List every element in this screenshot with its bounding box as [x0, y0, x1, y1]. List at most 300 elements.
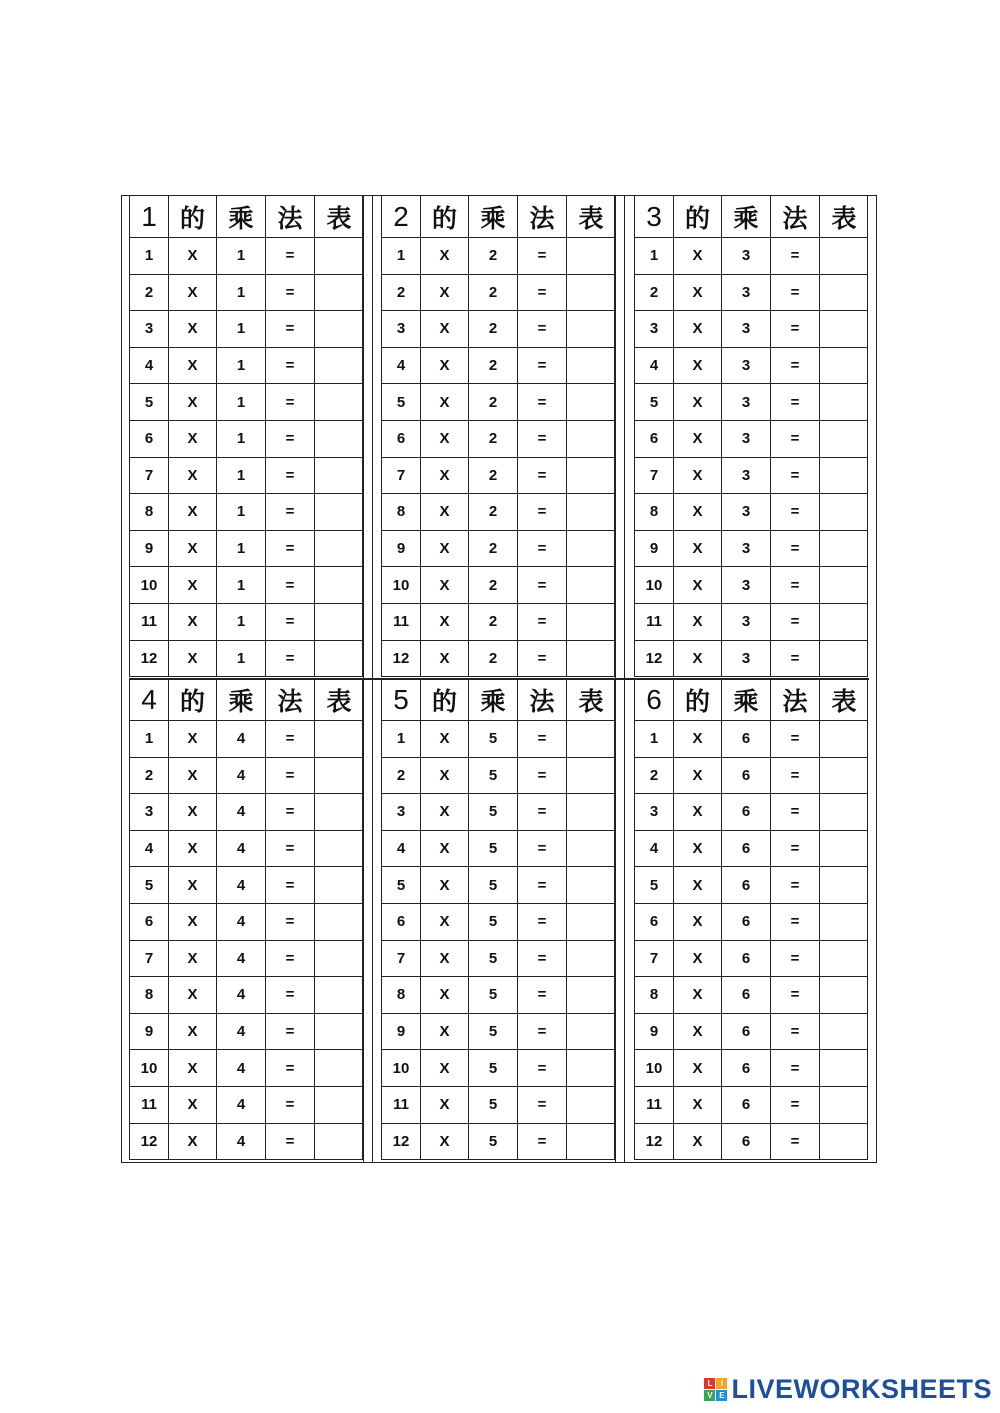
answer-box[interactable] — [567, 421, 615, 458]
answer-box[interactable] — [820, 1124, 868, 1161]
multiplier: 9 — [382, 1014, 421, 1051]
multiplier: 6 — [635, 421, 674, 458]
multiplier: 9 — [635, 1014, 674, 1051]
answer-box[interactable] — [820, 384, 868, 421]
answer-box[interactable] — [315, 721, 363, 758]
times-sign: X — [169, 311, 217, 348]
answer-box[interactable] — [567, 567, 615, 604]
times-sign: X — [169, 567, 217, 604]
multiplier: 2 — [382, 758, 421, 795]
answer-box[interactable] — [315, 1050, 363, 1087]
multiplicand: 2 — [469, 567, 518, 604]
multiplicand: 2 — [469, 641, 518, 678]
answer-box[interactable] — [567, 831, 615, 868]
answer-box[interactable] — [315, 604, 363, 641]
multiplicand: 6 — [722, 721, 771, 758]
equals-sign: = — [518, 384, 567, 421]
answer-box[interactable] — [820, 1014, 868, 1051]
times-sign: X — [169, 867, 217, 904]
multiplier: 7 — [382, 941, 421, 978]
multiplier: 11 — [130, 604, 169, 641]
multiplier: 10 — [635, 1050, 674, 1087]
multiplicand: 4 — [217, 1087, 266, 1124]
multiplicand: 2 — [469, 421, 518, 458]
answer-box[interactable] — [567, 311, 615, 348]
times-sign: X — [421, 941, 469, 978]
multiplier: 10 — [635, 567, 674, 604]
answer-box[interactable] — [820, 1087, 868, 1124]
times-sign: X — [674, 348, 722, 385]
multiplier: 5 — [382, 384, 421, 421]
multiplicand: 1 — [217, 348, 266, 385]
multiplier: 3 — [635, 794, 674, 831]
multiplicand: 3 — [722, 311, 771, 348]
equals-sign: = — [771, 867, 820, 904]
multiplication-table-4 — [129, 679, 363, 1160]
table-title-char: 法 — [771, 196, 820, 238]
multiplicand: 4 — [217, 831, 266, 868]
multiplicand: 6 — [722, 1124, 771, 1161]
times-sign: X — [674, 494, 722, 531]
multiplicand: 4 — [217, 977, 266, 1014]
answer-box[interactable] — [315, 238, 363, 275]
multiplier: 11 — [382, 604, 421, 641]
table-number: 4 — [130, 679, 169, 721]
multiplicand: 4 — [217, 941, 266, 978]
answer-box[interactable] — [567, 641, 615, 678]
table-title-char: 乘 — [722, 679, 771, 721]
multiplier: 6 — [382, 421, 421, 458]
table-title-char: 表 — [567, 679, 615, 721]
multiplier: 2 — [130, 275, 169, 312]
answer-box[interactable] — [820, 721, 868, 758]
equals-sign: = — [518, 567, 567, 604]
answer-box[interactable] — [315, 904, 363, 941]
equals-sign: = — [518, 1124, 567, 1161]
answer-box[interactable] — [567, 977, 615, 1014]
answer-box[interactable] — [567, 531, 615, 568]
table-title-char: 表 — [567, 196, 615, 238]
equals-sign: = — [771, 421, 820, 458]
answer-box[interactable] — [820, 1050, 868, 1087]
multiplicand: 4 — [217, 904, 266, 941]
equals-sign: = — [518, 641, 567, 678]
times-sign: X — [421, 977, 469, 1014]
times-sign: X — [674, 794, 722, 831]
multiplier: 9 — [635, 531, 674, 568]
table-title-char: 的 — [169, 196, 217, 238]
multiplicand: 1 — [217, 531, 266, 568]
multiplicand: 4 — [217, 794, 266, 831]
table-title-char: 乘 — [217, 196, 266, 238]
table-title-char: 的 — [674, 196, 722, 238]
equals-sign: = — [266, 1087, 315, 1124]
multiplication-table-3 — [634, 196, 868, 677]
multiplicand: 2 — [469, 531, 518, 568]
multiplier: 4 — [382, 348, 421, 385]
equals-sign: = — [771, 794, 820, 831]
times-sign: X — [169, 904, 217, 941]
answer-box[interactable] — [567, 238, 615, 275]
multiplier: 3 — [382, 311, 421, 348]
times-sign: X — [421, 275, 469, 312]
equals-sign: = — [771, 758, 820, 795]
times-sign: X — [421, 531, 469, 568]
multiplier: 12 — [130, 1124, 169, 1161]
multiplicand: 5 — [469, 1050, 518, 1087]
answer-box[interactable] — [567, 384, 615, 421]
multiplier: 12 — [382, 1124, 421, 1161]
answer-box[interactable] — [567, 1124, 615, 1161]
answer-box[interactable] — [820, 641, 868, 678]
multiplier: 11 — [130, 1087, 169, 1124]
times-sign: X — [421, 1014, 469, 1051]
equals-sign: = — [771, 238, 820, 275]
multiplicand: 6 — [722, 904, 771, 941]
table-number: 6 — [635, 679, 674, 721]
times-sign: X — [421, 867, 469, 904]
equals-sign: = — [771, 1124, 820, 1161]
table-title-char: 法 — [518, 196, 567, 238]
times-sign: X — [169, 941, 217, 978]
answer-box[interactable] — [315, 421, 363, 458]
multiplier: 2 — [382, 275, 421, 312]
times-sign: X — [421, 1050, 469, 1087]
answer-box[interactable] — [820, 348, 868, 385]
logo-letter: L — [704, 1378, 715, 1389]
multiplicand: 3 — [722, 641, 771, 678]
multiplicand: 6 — [722, 977, 771, 1014]
answer-box[interactable] — [820, 458, 868, 495]
table-title-char: 表 — [315, 196, 363, 238]
answer-box[interactable] — [315, 311, 363, 348]
answer-box[interactable] — [567, 1087, 615, 1124]
multiplier: 12 — [635, 1124, 674, 1161]
answer-box[interactable] — [567, 794, 615, 831]
multiplier: 7 — [635, 941, 674, 978]
answer-box[interactable] — [567, 275, 615, 312]
multiplier: 4 — [635, 348, 674, 385]
answer-box[interactable] — [820, 567, 868, 604]
table-title-char: 表 — [315, 679, 363, 721]
times-sign: X — [169, 1087, 217, 1124]
equals-sign: = — [266, 1050, 315, 1087]
table-title-char: 的 — [674, 679, 722, 721]
times-sign: X — [421, 567, 469, 604]
table-title-char: 乘 — [469, 196, 518, 238]
answer-box[interactable] — [567, 1050, 615, 1087]
times-sign: X — [674, 641, 722, 678]
multiplicand: 5 — [469, 721, 518, 758]
times-sign: X — [421, 904, 469, 941]
answer-box[interactable] — [315, 641, 363, 678]
equals-sign: = — [266, 458, 315, 495]
table-title-char: 的 — [169, 679, 217, 721]
answer-box[interactable] — [315, 758, 363, 795]
times-sign: X — [674, 904, 722, 941]
equals-sign: = — [771, 831, 820, 868]
equals-sign: = — [518, 941, 567, 978]
multiplicand: 3 — [722, 238, 771, 275]
times-sign: X — [169, 348, 217, 385]
table-title-char: 法 — [771, 679, 820, 721]
table-number: 1 — [130, 196, 169, 238]
answer-box[interactable] — [820, 421, 868, 458]
multiplier: 3 — [382, 794, 421, 831]
answer-box[interactable] — [315, 348, 363, 385]
answer-box[interactable] — [567, 494, 615, 531]
multiplier: 1 — [130, 721, 169, 758]
times-sign: X — [421, 758, 469, 795]
multiplier: 3 — [130, 794, 169, 831]
equals-sign: = — [266, 794, 315, 831]
equals-sign: = — [518, 831, 567, 868]
multiplication-table-2 — [381, 196, 615, 677]
equals-sign: = — [266, 721, 315, 758]
multiplicand: 3 — [722, 348, 771, 385]
equals-sign: = — [771, 1050, 820, 1087]
answer-box[interactable] — [567, 458, 615, 495]
times-sign: X — [421, 831, 469, 868]
multiplier: 12 — [635, 641, 674, 678]
equals-sign: = — [266, 348, 315, 385]
answer-box[interactable] — [315, 458, 363, 495]
times-sign: X — [674, 421, 722, 458]
equals-sign: = — [518, 348, 567, 385]
equals-sign: = — [771, 1087, 820, 1124]
times-sign: X — [169, 794, 217, 831]
multiplier: 4 — [130, 831, 169, 868]
table-title-char: 的 — [421, 679, 469, 721]
times-sign: X — [169, 531, 217, 568]
answer-box[interactable] — [315, 531, 363, 568]
multiplicand: 5 — [469, 904, 518, 941]
times-sign: X — [169, 1050, 217, 1087]
equals-sign: = — [518, 867, 567, 904]
equals-sign: = — [518, 531, 567, 568]
multiplicand: 4 — [217, 1014, 266, 1051]
multiplier: 6 — [130, 904, 169, 941]
equals-sign: = — [266, 758, 315, 795]
equals-sign: = — [518, 494, 567, 531]
table-title-char: 法 — [518, 679, 567, 721]
table-title-char: 法 — [266, 196, 315, 238]
multiplicand: 6 — [722, 831, 771, 868]
multiplicand: 2 — [469, 275, 518, 312]
answer-box[interactable] — [820, 794, 868, 831]
answer-box[interactable] — [315, 867, 363, 904]
equals-sign: = — [771, 604, 820, 641]
multiplicand: 2 — [469, 604, 518, 641]
table-title-char: 表 — [820, 196, 868, 238]
equals-sign: = — [518, 758, 567, 795]
times-sign: X — [421, 721, 469, 758]
answer-box[interactable] — [315, 1124, 363, 1161]
table-title-char: 乘 — [469, 679, 518, 721]
multiplication-table-1 — [129, 196, 363, 677]
answer-box[interactable] — [567, 904, 615, 941]
multiplier: 5 — [130, 384, 169, 421]
multiplier: 12 — [130, 641, 169, 678]
answer-box[interactable] — [567, 1014, 615, 1051]
answer-box[interactable] — [820, 238, 868, 275]
answer-box[interactable] — [315, 567, 363, 604]
answer-box[interactable] — [315, 831, 363, 868]
answer-box[interactable] — [315, 384, 363, 421]
times-sign: X — [421, 348, 469, 385]
times-sign: X — [421, 494, 469, 531]
multiplier: 2 — [635, 758, 674, 795]
times-sign: X — [169, 641, 217, 678]
equals-sign: = — [518, 238, 567, 275]
equals-sign: = — [266, 275, 315, 312]
times-sign: X — [674, 458, 722, 495]
times-sign: X — [421, 311, 469, 348]
times-sign: X — [169, 421, 217, 458]
times-sign: X — [421, 641, 469, 678]
answer-box[interactable] — [820, 531, 868, 568]
multiplier: 3 — [130, 311, 169, 348]
multiplicand: 5 — [469, 977, 518, 1014]
multiplier: 8 — [130, 494, 169, 531]
answer-box[interactable] — [315, 275, 363, 312]
times-sign: X — [421, 458, 469, 495]
multiplicand: 3 — [722, 531, 771, 568]
table-number: 3 — [635, 196, 674, 238]
times-sign: X — [674, 567, 722, 604]
multiplier: 10 — [382, 1050, 421, 1087]
answer-box[interactable] — [567, 941, 615, 978]
equals-sign: = — [518, 904, 567, 941]
multiplicand: 5 — [469, 1014, 518, 1051]
answer-box[interactable] — [820, 904, 868, 941]
answer-box[interactable] — [567, 867, 615, 904]
multiplier: 7 — [635, 458, 674, 495]
multiplier: 8 — [130, 977, 169, 1014]
times-sign: X — [169, 494, 217, 531]
multiplier: 3 — [635, 311, 674, 348]
multiplicand: 1 — [217, 458, 266, 495]
answer-box[interactable] — [820, 604, 868, 641]
times-sign: X — [674, 1014, 722, 1051]
multiplier: 6 — [130, 421, 169, 458]
equals-sign: = — [266, 567, 315, 604]
multiplicand: 1 — [217, 384, 266, 421]
equals-sign: = — [518, 421, 567, 458]
answer-box[interactable] — [820, 977, 868, 1014]
equals-sign: = — [266, 1124, 315, 1161]
multiplicand: 4 — [217, 721, 266, 758]
multiplicand: 1 — [217, 238, 266, 275]
multiplier: 4 — [635, 831, 674, 868]
multiplicand: 5 — [469, 867, 518, 904]
multiplicand: 1 — [217, 567, 266, 604]
equals-sign: = — [518, 311, 567, 348]
answer-box[interactable] — [820, 831, 868, 868]
multiplicand: 4 — [217, 867, 266, 904]
answer-box[interactable] — [567, 721, 615, 758]
answer-box[interactable] — [567, 348, 615, 385]
answer-box[interactable] — [820, 494, 868, 531]
table-number: 5 — [382, 679, 421, 721]
multiplier: 5 — [635, 384, 674, 421]
multiplier: 8 — [635, 494, 674, 531]
multiplicand: 3 — [722, 494, 771, 531]
times-sign: X — [169, 384, 217, 421]
times-sign: X — [421, 1087, 469, 1124]
times-sign: X — [169, 831, 217, 868]
multiplicand: 2 — [469, 384, 518, 421]
table-title-char: 乘 — [217, 679, 266, 721]
equals-sign: = — [266, 831, 315, 868]
times-sign: X — [169, 604, 217, 641]
equals-sign: = — [771, 721, 820, 758]
multiplicand: 3 — [722, 384, 771, 421]
equals-sign: = — [518, 794, 567, 831]
table-title-char: 乘 — [722, 196, 771, 238]
answer-box[interactable] — [315, 977, 363, 1014]
logo-letter: V — [704, 1390, 715, 1401]
answer-box[interactable] — [820, 311, 868, 348]
answer-box[interactable] — [315, 494, 363, 531]
answer-box[interactable] — [315, 941, 363, 978]
answer-box[interactable] — [567, 604, 615, 641]
multiplier: 2 — [635, 275, 674, 312]
multiplicand: 5 — [469, 1124, 518, 1161]
multiplicand: 4 — [217, 1124, 266, 1161]
equals-sign: = — [518, 721, 567, 758]
equals-sign: = — [518, 604, 567, 641]
equals-sign: = — [771, 458, 820, 495]
equals-sign: = — [518, 458, 567, 495]
equals-sign: = — [266, 941, 315, 978]
multiplicand: 2 — [469, 238, 518, 275]
multiplicand: 1 — [217, 494, 266, 531]
times-sign: X — [674, 1124, 722, 1161]
answer-box[interactable] — [315, 794, 363, 831]
multiplicand: 6 — [722, 941, 771, 978]
multiplicand: 1 — [217, 421, 266, 458]
equals-sign: = — [518, 275, 567, 312]
multiplier: 9 — [130, 531, 169, 568]
times-sign: X — [674, 311, 722, 348]
answer-box[interactable] — [820, 275, 868, 312]
answer-box[interactable] — [315, 1014, 363, 1051]
multiplicand: 2 — [469, 458, 518, 495]
equals-sign: = — [771, 384, 820, 421]
answer-box[interactable] — [315, 1087, 363, 1124]
multiplicand: 6 — [722, 758, 771, 795]
multiplicand: 5 — [469, 941, 518, 978]
equals-sign: = — [771, 494, 820, 531]
equals-sign: = — [771, 904, 820, 941]
multiplicand: 4 — [217, 1050, 266, 1087]
multiplicand: 4 — [217, 758, 266, 795]
equals-sign: = — [266, 421, 315, 458]
multiplier: 11 — [635, 604, 674, 641]
answer-box[interactable] — [567, 758, 615, 795]
answer-box[interactable] — [820, 941, 868, 978]
answer-box[interactable] — [820, 758, 868, 795]
equals-sign: = — [771, 641, 820, 678]
times-sign: X — [674, 1087, 722, 1124]
times-sign: X — [421, 421, 469, 458]
equals-sign: = — [266, 531, 315, 568]
times-sign: X — [674, 275, 722, 312]
answer-box[interactable] — [820, 867, 868, 904]
multiplier: 10 — [382, 567, 421, 604]
equals-sign: = — [771, 531, 820, 568]
